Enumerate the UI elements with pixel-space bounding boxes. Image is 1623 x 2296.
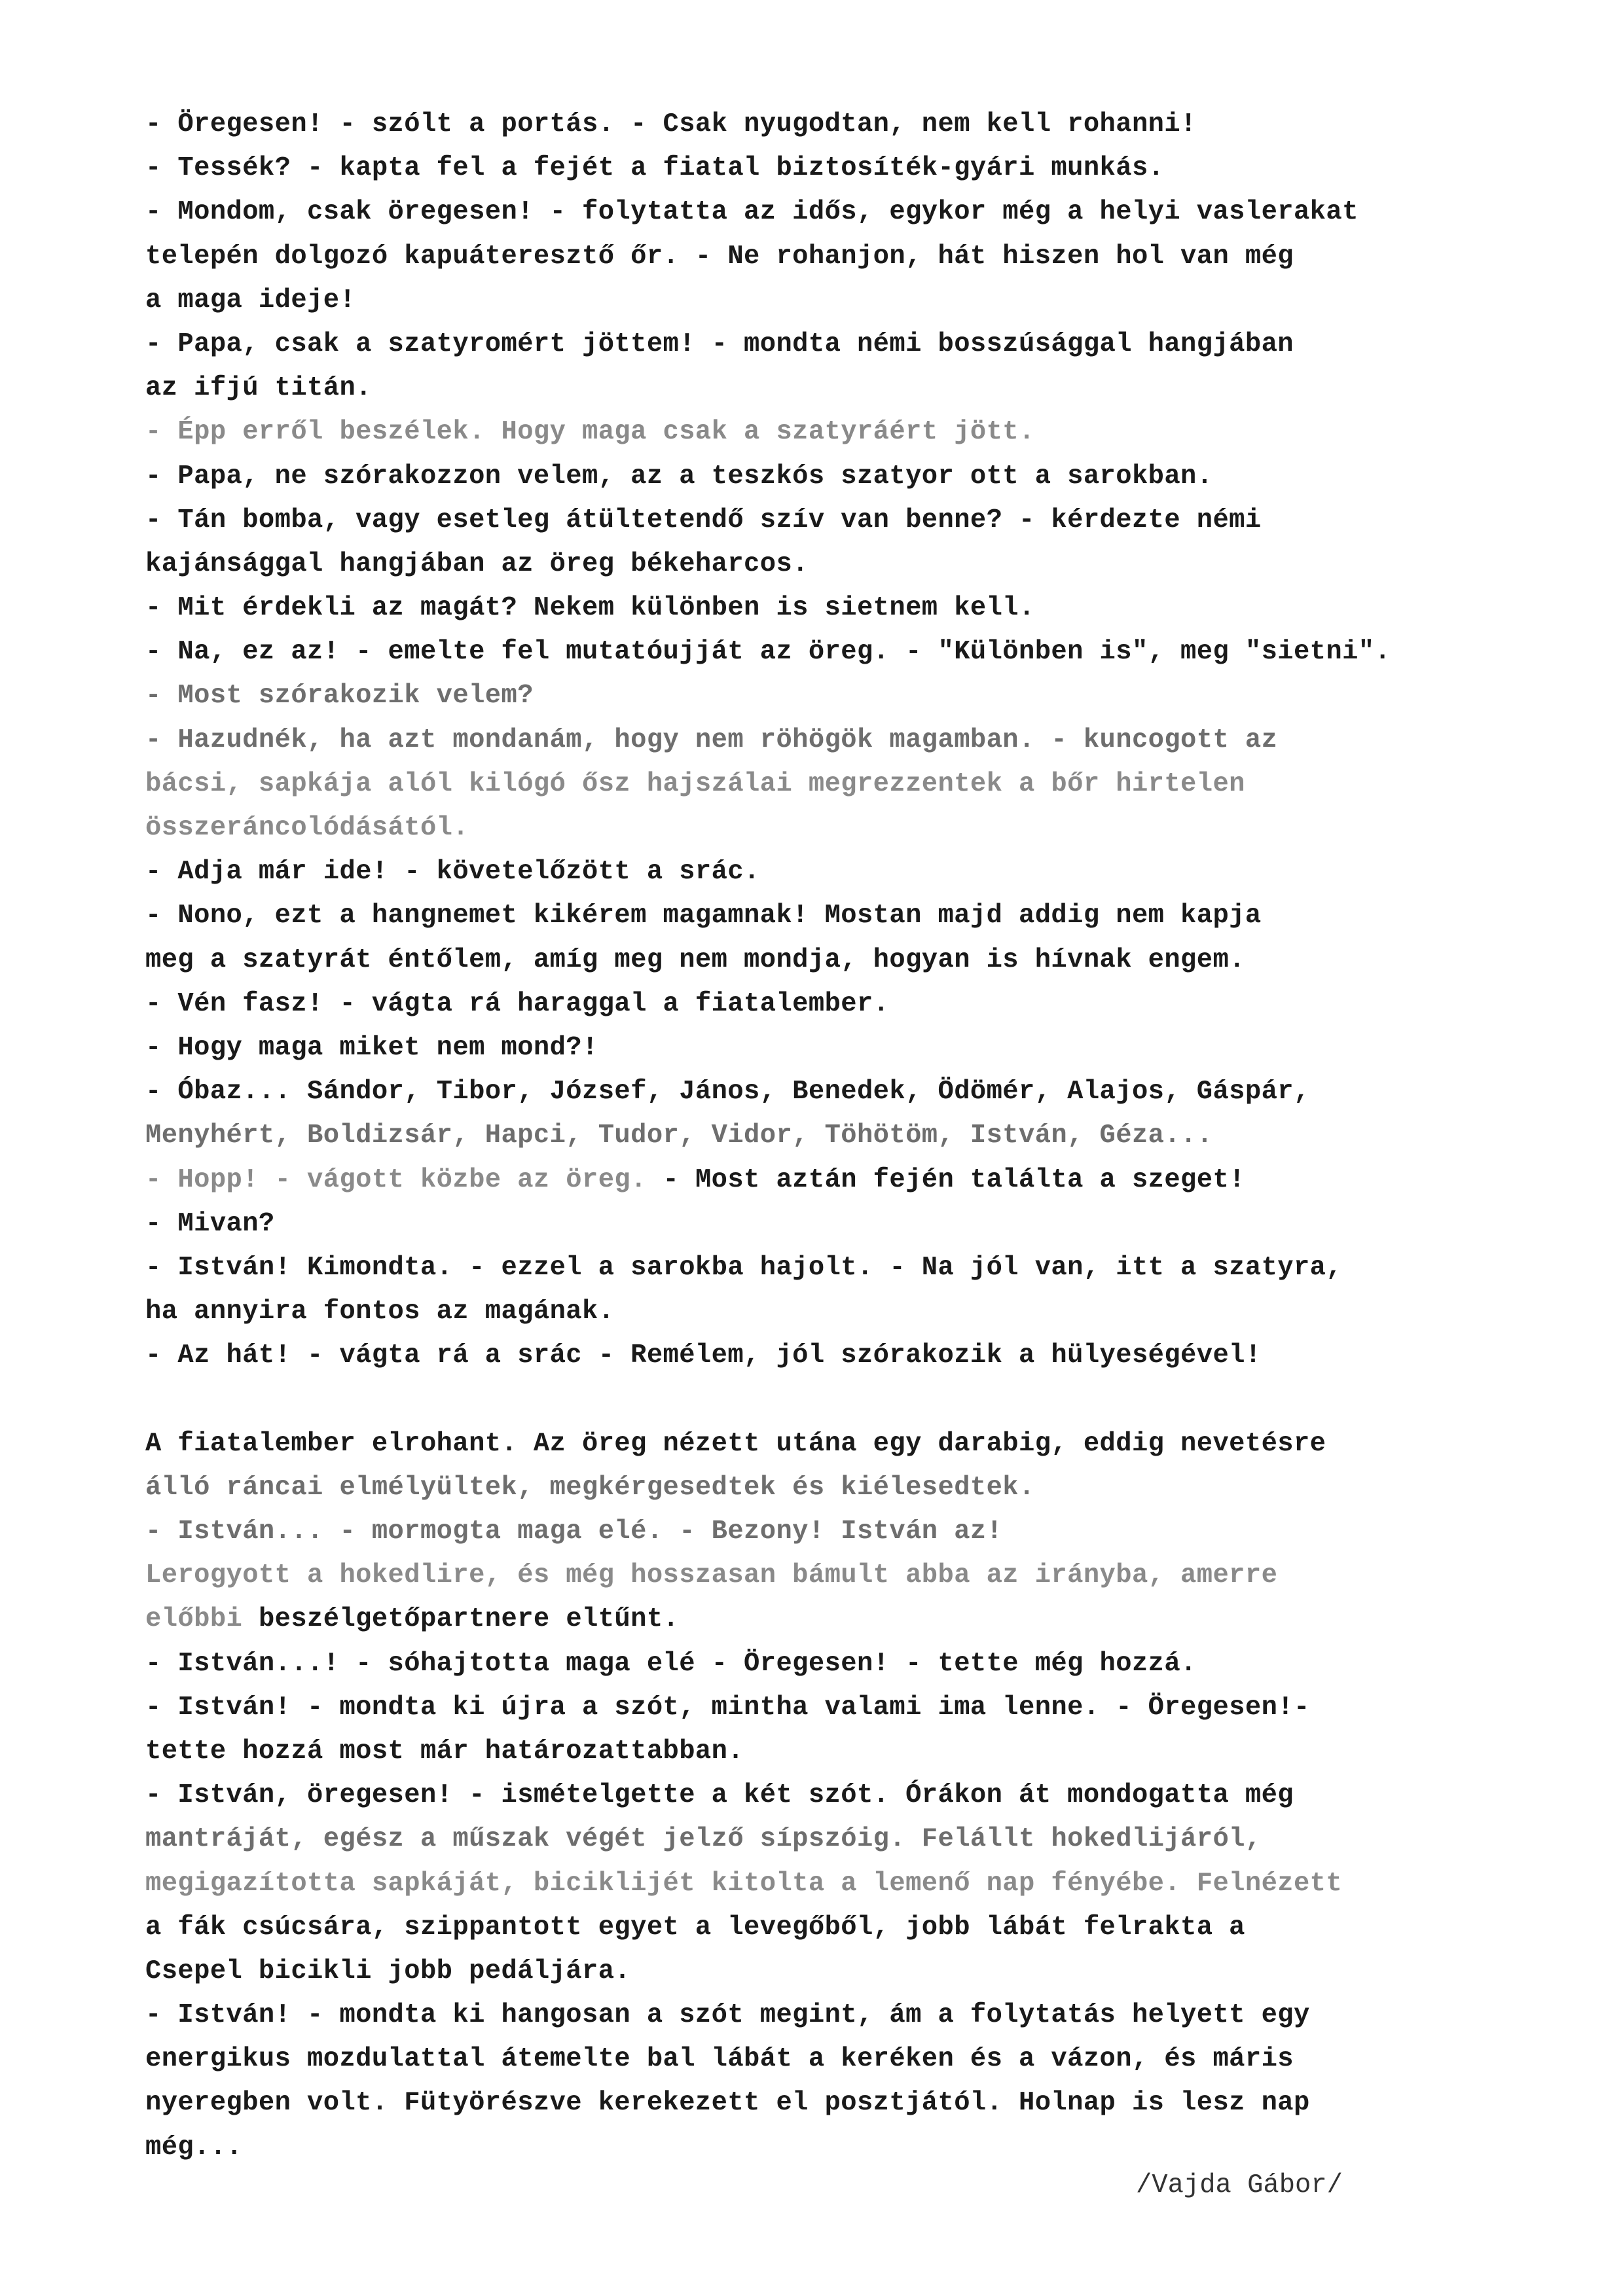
text-line: - Öregesen! - szólt a portás. - Csak nyugodtan, nem kell rohanni! <box>145 109 1197 139</box>
text-line: - Adja már ide! - követelőzött a srác. <box>145 857 760 888</box>
text-line: - Vén fasz! - vágta rá haraggal a fiatalember. <box>145 988 890 1019</box>
text-line: - Tán bomba, vagy esetleg átültetendő szív van benne? - kérdezte némi <box>145 505 1262 535</box>
text-line <box>145 1378 1546 1422</box>
text-line: meg a szatyrát éntőlem, amíg meg nem mondja, hogyan is hívnak engem. <box>145 944 1245 975</box>
text-line: Lerogyott a hokedlire, és még hosszasan bámult abba az irányba, amerre <box>145 1560 1278 1591</box>
text-line: - István! Kimondta. - ezzel a sarokba hajolt. - Na jól van, itt a szatyra, <box>145 1252 1343 1283</box>
text-line: ha annyira fontos az magának. <box>145 1297 615 1327</box>
text-line-dark-part: - Most aztán fején találta a szeget! <box>646 1164 1245 1195</box>
text-line: nyeregben volt. Fütyörészve kerekezett el posztjától. Holnap is lesz nap <box>145 2088 1310 2119</box>
text-line: - Óbaz... Sándor, Tibor, József, János, Benedek, Ödömér, Alajos, Gáspár, <box>145 1077 1310 1107</box>
text-line: mantráját, egész a műszak végét jelző sípszóig. Felállt hokedlijáról, <box>145 1824 1262 1855</box>
text-line: A fiatalember elrohant. Az öreg nézett utána egy darabig, eddig nevetésre <box>145 1428 1326 1459</box>
text-line: - István! - mondta ki újra a szót, mintha valami ima lenne. - Öregesen!- <box>145 1692 1310 1723</box>
text-line: tette hozzá most már határozattabban. <box>145 1736 744 1767</box>
text-line: - István! - mondta ki hangosan a szót megint, ám a folytatás helyett egy <box>145 2000 1310 2031</box>
text-line: - Hogy maga miket nem mond?! <box>145 1032 598 1063</box>
text-line: - István... - mormogta maga elé. - Bezony! István az! <box>145 1516 1003 1547</box>
text-line: Csepel bicikli jobb pedáljára. <box>145 1956 631 1986</box>
author-signature: /Vajda Gábor/ <box>1136 2170 1343 2200</box>
text-line <box>145 1598 1546 1641</box>
text-line: bácsi, sapkája alól kilógó ősz hajszálai megrezzentek a bőr hirtelen <box>145 768 1245 799</box>
text-line: - Tessék? - kapta fel a fejét a fiatal biztosíték-gyári munkás. <box>145 153 1165 184</box>
text-line: - Most szórakozik velem? <box>145 681 534 711</box>
text-line: energikus mozdulattal átemelte bal lábát a keréken és a vázon, és máris <box>145 2044 1294 2075</box>
text-line: a maga ideje! <box>145 285 356 315</box>
text-line: telepén dolgozó kapuáteresztő őr. - Ne rohanjon, hát hiszen hol van még <box>145 241 1294 272</box>
text-line: - Épp erről beszélek. Hogy maga csak a szatyráért jött. <box>145 417 1035 448</box>
text-line: még... <box>145 2132 243 2162</box>
text-line: - Hazudnék, ha azt mondanám, hogy nem röhögök magamban. - kuncogott az <box>145 725 1278 755</box>
text-line: megigazította sapkáját, biciklijét kitolta a lemenő nap fényébe. Felnézett <box>145 1868 1343 1899</box>
text-line: álló ráncai elmélyültek, megkérgesedtek és kiélesedtek. <box>145 1472 1035 1503</box>
text-line: - Papa, ne szórakozzon velem, az a teszkós szatyor ott a sarokban. <box>145 461 1213 492</box>
text-line: - Az hát! - vágta rá a srác - Remélem, jól szórakozik a hülyeségével! <box>145 1340 1262 1371</box>
text-line-faded-part: - Hopp! - vágott közbe az öreg. <box>145 1164 647 1195</box>
text-line: - Nono, ezt a hangnemet kikérem magamnak! Mostan majd addig nem kapja <box>145 901 1262 931</box>
text-line: összeráncolódásától. <box>145 813 469 843</box>
text-line: - István, öregesen! - ismételgette a két szót. Órákon át mondogatta még <box>145 1780 1294 1811</box>
text-line: az ifjú titán. <box>145 373 372 404</box>
text-line: - Mit érdekli az magát? Nekem különben is sietnem kell. <box>145 593 1035 624</box>
text-line: - Na, ez az! - emelte fel mutatóujját az öreg. - "Különben is", meg "sietni". <box>145 637 1391 668</box>
text-line: - Mivan? <box>145 1208 275 1239</box>
text-line: kajánsággal hangjában az öreg békeharcos. <box>145 548 809 579</box>
text-line: Menyhért, Boldizsár, Hapci, Tudor, Vidor, Töhötöm, István, Géza... <box>145 1121 1213 1151</box>
story-text <box>145 103 1546 2170</box>
text-line <box>145 1158 1546 1202</box>
text-line-faded-part: előbbi <box>145 1604 243 1635</box>
text-line-dark-part: beszélgetőpartnere eltűnt. <box>242 1604 680 1635</box>
text-line: a fák csúcsára, szippantott egyet a levegőből, jobb lábát felrakta a <box>145 1912 1245 1943</box>
text-line: - István...! - sóhajtotta maga elé - Öregesen! - tette még hozzá. <box>145 1648 1197 1679</box>
text-line: - Papa, csak a szatyromért jöttem! - mondta némi bosszúsággal hangjában <box>145 329 1294 359</box>
text-line: - Mondom, csak öregesen! - folytatta az idős, egykor még a helyi vaslerakat <box>145 197 1359 228</box>
